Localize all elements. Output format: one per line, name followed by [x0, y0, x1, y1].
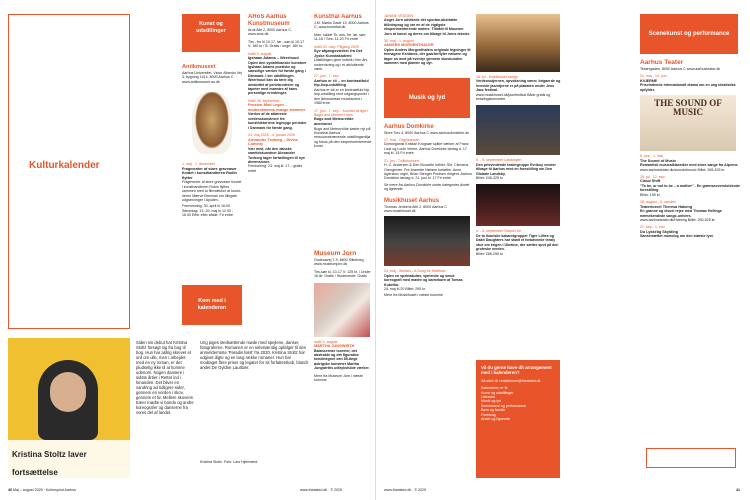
submit-list-item: Litteratur: [481, 395, 496, 400]
teater-event-3-extra: Billet: 195 kr.: [640, 192, 661, 197]
aros-event-3-body: Vær med, når den danske samtidskunstner Alexander Tovborg tager fortællingen til nye dimensioner.: [248, 146, 306, 164]
landskyen-body: Den prisvindende teatergruppe Evrikoy vender tilbage til Aarhus med en forestilling om Den Globale Landsby.: [476, 162, 556, 176]
jorn-name: Museum Jorn: [314, 250, 357, 257]
aros-event-3-title: Alexander Tovborg – Divine Comedy: [248, 137, 298, 147]
musikhuset-body: Oplev en spektakulær, sjælende og smuk koreografi med mødre og barnebørn af Tomas Kubelka.: [384, 273, 463, 287]
antikmuseet-name: Antikmuseet: [182, 64, 216, 70]
stapdi-title: Stapdi Life: [504, 229, 522, 234]
submit-title: Vil du gerne have dit arrangement med i kalenderen?: [481, 365, 552, 376]
teater-event-2-body: Romantisk musicalklassiker med store sange fra Alperne.: [640, 163, 739, 168]
aros-event-2-body: Værker af de atlæreste verdenskunstnere fra kunsthistoriens legesyge perioder i Danmark for første gang.: [248, 112, 307, 130]
jorn-event-body: Balancerede tonerier, det abstrakte og det figurative kendetegner den 85-årige østrigske kunstner Martha Jungwirths udtryksfulde værker.: [314, 348, 370, 371]
left-footer: [8, 488, 76, 492]
jazz-date: 16. jul - Musikhuset sange: [476, 75, 518, 79]
article-headline: Kristina Stoltz laver fortsættelse: [12, 450, 87, 477]
antikmuseet-date: 1. maj - 1. december: [182, 162, 215, 167]
domkirke-more: Se mere fra Aarhus Domkirke under kategorien Andet og lignende: [384, 182, 470, 192]
aros-event-1-title: Igshaan Adams – Weerhoud: [248, 56, 299, 61]
teater-event-1-body: Prisvindende internationalt drama om en ung idealistisk opfylder.: [640, 83, 736, 92]
right-page: [375, 0, 750, 500]
left-footer-web: www.theasted.dk · © 2025: [300, 488, 343, 492]
kulturkalender-title-box: [8, 14, 130, 329]
landskyen-date-text: 5. - 9. september: [476, 158, 504, 163]
morgenthaler-date: 30. maj - 1. august: [384, 39, 414, 44]
kunsthal-name: Kunsthal Aarhus: [314, 14, 362, 20]
aros-event-1-body: Oplev den sydafrikanske kunstner Igshaan Adams poetiske og sanselige værker for første gang i Danmark. I sin udstillingen Weerhoud kan du tæle dig omsluttet af perlebroderier og tapeter med mønstre af hans personlige erindringer.: [248, 60, 307, 96]
musikhuset-dance-image: [384, 216, 470, 266]
portrait-face: [50, 372, 86, 412]
kunsthal-event-1-body: Udstillingen giver indblik i fem års undervisning og i et afsluttende værk.: [314, 58, 368, 72]
jorn-hours: Tirs-søn kl. 10-17 V: 125 kr. / Under 18 år: Gratis / Studerende: Gratis: [314, 269, 371, 279]
scene-category-box: Scenekunst og performance: [640, 14, 738, 54]
article-caption: [8, 440, 130, 478]
domkirke-address: Store Torv 4, 8000 Aarhus C www.aarhusdomkirke.dk: [384, 130, 470, 135]
jazz-body: Verdensstjernen, opvoksning vaner, brigaerde og levende jazzstjerne er på plakaten under Jens Jazz festival.: [476, 79, 561, 93]
antikmuseet-web: www.antikmuseet.au.dk: [182, 79, 220, 84]
aros-address: Aros Allé 2, 8000 Aarhus C, www.aros.dk: [248, 28, 292, 37]
teater-event-3-body: "To be, or not to be – a mother" - En grænseoverskridende forestilling.: [640, 184, 740, 193]
teater-date-2: 5. sep - 1. maj: [640, 154, 663, 159]
teater-event-4-extra: www.aarhusteater.dk/Hakeng Billet: 250-525 kr.: [640, 218, 716, 223]
kunsthal-event-2-body: Aarhus er ## er en kontrastfuld hip-hop-udstilling med udgangspunkt i den århusianske musikscene i 1980'erne.: [314, 88, 371, 106]
aros-event-3-extra: Fernisering: 23. maj kl. 17 – gratis entré: [248, 164, 303, 173]
antikmuseet-extra: Fremvisning: 30. april kl 16:00 Sammtag: 13.-20. maj kl 12.00 - 16.00 Efter efter aftale. Fri entré: [182, 204, 234, 218]
kunsthal-date-3: 17. juni - 7. sep – Kunster af liget i Bagni and Meneer Hans: [314, 108, 369, 118]
jorn-date: Indtil 3. august: [314, 339, 338, 344]
poster-title: THE SOUND OF MUSIC: [654, 98, 722, 118]
musikhuset-name: Musikhuset Aarhus: [384, 197, 440, 204]
kunsthal-address: J.M. Mørks Gade 13, 8000 Aarhus C, www.kunsthal.dk: [314, 21, 369, 30]
kunsthal-date-1: Indtil 20. maj / Pågang 2025: [314, 44, 359, 49]
musikhuset-more: Mere fra Musikhuset i næste kolonne: [384, 293, 443, 298]
stapdi-body: De to ikoniske kabaretgrupper Tiger Lillies og Dakh Daughters har stødt et forbavnede trealy stue om krigen i Ukraine, der sætter spot på den groteske verden.: [476, 233, 559, 252]
kunsthal-date-2: 27. juni - 7. sep: [314, 74, 339, 79]
teater-event-2-extra: www.aarhusteater.dk/soundofmusic Billet: 265-425 kr.: [640, 167, 726, 172]
teater-event-2-title: The Sound of Music: [640, 158, 677, 163]
submit-list-item: Kalenderen er til:: [481, 386, 509, 391]
aros-date-2: Indtil 26. september: [248, 98, 280, 103]
teater-event-5-title: Du Lykkelig Skylding: [640, 229, 679, 234]
submit-list-item: Andet og lignende: [481, 417, 510, 422]
teater-date-3: 15. jul - 12. sep: [640, 175, 665, 180]
teater-event-4-body: En grønne og visuel rejse med Thomas Hellings næmekendede sange-univers.: [640, 209, 722, 218]
stapdi-extra: Billet: 265-295 kr: [476, 251, 503, 256]
teater-event-1-title: KVÆRNE: [640, 78, 658, 83]
kunst-category-box: Kunst og udstillinger: [182, 14, 240, 52]
submit-list: [481, 386, 555, 421]
submit-list-item: Musik og lyd: [481, 399, 501, 404]
aros-date-3: 24. maj 2025 - 4. januar 2026: [248, 133, 295, 138]
kunsthal-hours: Man: lukket Tir, ons, fre, lør, søn: 11-16 / Tors: 11-20 Fri entré: [314, 32, 367, 42]
domkirke-body-1: Domorganist Kristian Krogsøe spiller værker af Franz Liszt og Louis Vierne. Aarhus Domkirke lørdag d. 17. maj kl. 15 Fri entré: [384, 142, 469, 156]
landskyen-image: [476, 105, 560, 155]
teater-event-4-title: Teatertorvet Theresa Hakeng: [640, 204, 693, 209]
teater-name: Aarhus Teater: [640, 59, 684, 66]
kom-med-label: Kom med i kalenderen: [197, 298, 227, 311]
jorn-more: Mere fra Museum Jorn i næste kolonne: [314, 373, 363, 383]
submit-list-item: Scenekunst og performance: [481, 403, 526, 408]
aros-name: ARoS Aarhus Kunstmuseum: [248, 14, 290, 27]
article-credit: Kristina Stoltz. Foto: Lars Hjelmsted.: [200, 460, 259, 464]
stapdi-date-text: 4. - 5. september: [476, 229, 504, 234]
article-col-2: Ung piges stedsættende møde med spejlene, danser, fotograferne. Romanen er en selvstændig opfølger til den anmelderroste 'Paradis først' fra 2020. Kristina Stoltz har udgivet digte og en lang række romaner. Hun har modtaget flere priser og legater for sit forfatterskab, blandt andet De Gyldne Laurbær.: [200, 340, 308, 370]
right-footer-web: www.theasted.dk · © 2025: [384, 488, 427, 492]
domkirke-date-2: 21. jun - Tvillinkoncert: [384, 158, 419, 163]
domkirke-name: Aarhus Domkirke: [384, 123, 434, 130]
musikhuset-extra: 24. maj kl 20 Billet: 295 kr: [384, 286, 426, 291]
aros-hours: Tirs - fre kl 10-17, lør - søn kl 10-17 V: 180 kr / B: Gratis / unge: 160 kr.: [248, 39, 305, 49]
column-aros: [248, 14, 308, 334]
domkirke-date-1: 17. maj - Orgelkoncert: [384, 138, 420, 143]
teater-event-5-body: Sansemættet monolog om den største lyst.: [640, 234, 714, 239]
kulturkalender-title: Kulturkalender: [29, 160, 100, 171]
next-page-box[interactable]: [646, 448, 736, 468]
antikmuseet-body: Fragmenter af store gravvaser fundet i kunsthandleren Robin flyttes sammen med to filmvækker af kunst-neren Mærve Brennan om tillegale udgravninger i Apulien.: [182, 180, 242, 203]
musik-category-box: Musik og lyd: [384, 78, 470, 118]
submit-list-item: Børn og familie: [481, 408, 506, 413]
kunsthal-event-3-body: Bugs and Meteorvilde kaster nyt på Kunsthal Aarhus' ressourcekrævende udstillingsmiljø og fokus på den eksperimenterende kunst.: [314, 126, 372, 149]
article-col-1: Siden sin debut har Kristina Stoltz forsøgt sig fra bog til bog. Hun har aldrig skrevet et ord om ulle, men i arbejdet med en ny roman, er det pludselig ikke til at komme udenom. Nogen dansere i sidste årtier i Rettet ind i hinanden. Det bliver en vandring ad tidligere sider, gennem en verden i skov, gennem et liv. Mellem skovens træer mødte vi bonde og andre koreografer og danserne fra vores del af landet.: [136, 340, 194, 415]
submit-list-item: Kunst og udstillinger: [481, 390, 514, 395]
left-footer-section: Maj – august 2025 · Kulturspind Aarhus: [13, 488, 76, 492]
domkirke-body-2: H. C. Andersen & Den Bouvelle luthier: Skt. Clemens Orengemer. Fra Jeanette Nielsen fortæller, Anne Agerskov orgel, Brian Stenger Poulsen dirigent. Aarhus Domkirke lørdag d. 21. juni kl. 17 Fri entré: [384, 163, 472, 181]
teater-date-1: 21. maj - 14. juni: [640, 74, 667, 79]
column-museum-jorn: [314, 250, 372, 482]
submit-event-box[interactable]: [476, 360, 560, 478]
aros-date-1: Indtil 5. august: [248, 51, 272, 56]
kunsthal-event-3-title: Bugs and Meteorvilde anemoner: [314, 117, 354, 127]
sound-of-music-poster: [640, 95, 736, 151]
jungwirth-artwork-image: [314, 283, 370, 337]
left-page-number: 40: [8, 488, 12, 492]
jorn-intro-text: Asger Jorn udvikede det sportan-abstrakte billedsprog og var en af de vigtigste eksperimenterende malere. Tiltrådt til Museum Jorn at kunst og deres om tilbage til Jorns tekster.: [384, 18, 471, 36]
submit-list-item: Foredrag: [481, 412, 496, 417]
jorn-event-title: MARTHA JUNGWIRTH: [314, 344, 355, 349]
morgenthaler-title: ANDERS MORGENTHALER: [384, 43, 434, 48]
jazz-festival-image: [476, 14, 560, 72]
right-page-number: 41: [736, 488, 740, 492]
aros-event-2-title: Prussia. Mod Legen – modernismens mange stemmer: [248, 103, 306, 112]
stapdi-life-image: [476, 184, 560, 226]
kunsthal-event-1-title: Syv afgangsværker fra Det Jyske Kunstakademi: [314, 49, 363, 58]
musikhuset-address: Thomas Jensens Allé 2, 8000 Aarhus C www.musikhuset.dk: [384, 204, 447, 213]
column-kunsthal: [314, 14, 372, 250]
landskyen-title: Landskyen: [504, 158, 522, 163]
teater-event-3-title: Cloud Shift: [640, 179, 661, 184]
jazz-more: www.musikhuset.dk/jazzfestival Både gratis og betalingskoncerter: [476, 92, 551, 102]
jorn-intro-date: JUNINE VEDDEN: [384, 14, 413, 18]
teater-date-5: 21. sep - 1. nov: [640, 225, 665, 230]
right-column-1: [384, 14, 472, 484]
landskyen-extra: Billet: 245-325 kr: [476, 176, 503, 181]
morgenthaler-body: Oplev Anders Morgenthalers originale tegninger til teenagere Kentaros, der gaarforflyter naturen og tager os med på eventyr gennem skovbunden sammen med planter og dyr.: [384, 48, 471, 66]
antikmuseet-address: Aarhus Universitet, Victor Albecks Vej 3, bygning 1414, 8000 Aarhus C: [182, 71, 242, 80]
jorn-address: Gudenavej 7-9, 8600 Silkeborg, www.museumjorn.dk: [314, 258, 365, 267]
antik-vase-image: [192, 92, 232, 154]
teater-date-4: 28. august - 5. oktober: [640, 200, 676, 205]
right-column-3: [640, 14, 740, 484]
musikhuset-date: 24. maj - Wolfars - A Song for Matthew: [384, 269, 446, 274]
submit-body: Så skriv til: redaktionen@theasted.dk: [481, 378, 541, 383]
antikmuseet-event-title: Fragmenter af store gravvaser fundet i kunsthandleren Rodin flytter: [182, 166, 237, 180]
kom-med-box[interactable]: [182, 285, 242, 325]
kunsthal-event-2-title: Aarhus er ## – en kontrastfuld hip-hop-udstilling: [314, 78, 369, 88]
teater-address: Teatergaden, 8000 Aarhus C www.aarhusteater.dk: [640, 67, 721, 71]
